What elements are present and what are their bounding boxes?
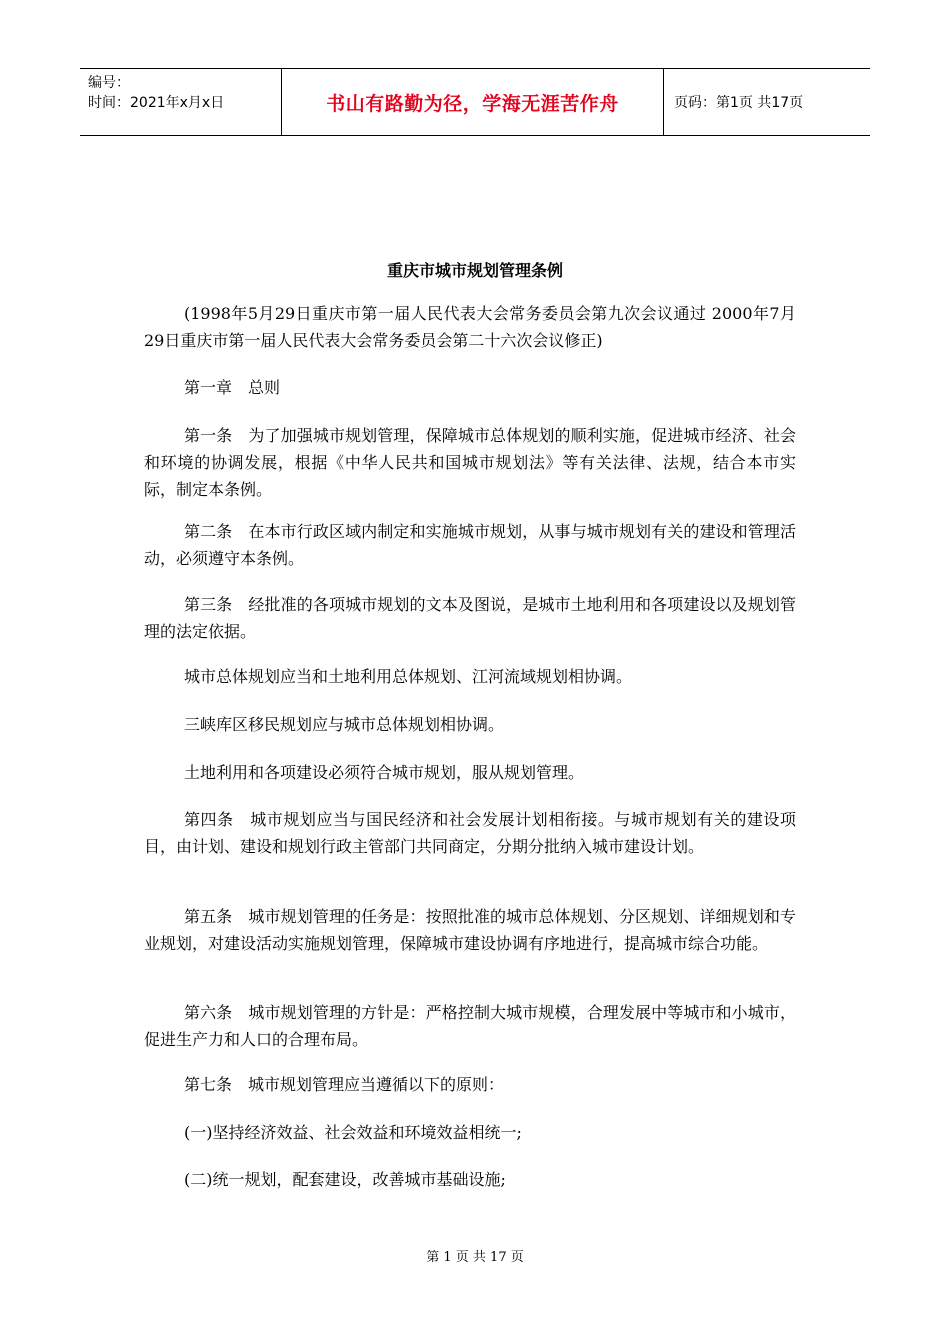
date-label: 时间：2021年x月x日 xyxy=(88,95,225,111)
header-motto: 书山有路勤为径，学海无涯苦作舟 xyxy=(326,92,619,115)
preamble-paragraph: (1998年5月29日重庆市第一届人民代表大会常务委员会第九次会议通过 2000年7月29日重庆市第一届人民代表大会常务委员会第二十六次会议修正) xyxy=(144,304,796,350)
article-paragraph: 第七条 城市规划管理应当遵循以下的原则： xyxy=(184,1075,505,1094)
list-item: (二)统一规划，配套建设，改善城市基础设施; xyxy=(184,1170,506,1189)
header-motto-cell xyxy=(282,69,664,135)
header-meta xyxy=(80,69,282,135)
body-paragraph: 土地利用和各项建设必须符合城市规划，服从规划管理。 xyxy=(184,763,585,782)
page-info-text: 页码：第1页 共17页 xyxy=(674,95,804,111)
article-paragraph: 第五条 城市规划管理的任务是：按照批准的城市总体规划、分区规划、详细规划和专业规划，对建设活动实施规划管理，保障城市建设协调有序地进行，提高城市综合功能。 xyxy=(144,907,796,953)
article-paragraph: 第二条 在本市行政区域内制定和实施城市规划，从事与城市规划有关的建设和管理活动，必须遵守本条例。 xyxy=(144,522,796,568)
article-paragraph: 第四条 城市规划应当与国民经济和社会发展计划相衔接。与城市规划有关的建设项目，由计划、建设和规划行政主管部门共同商定，分期分批纳入城市建设计划。 xyxy=(144,810,796,856)
article-paragraph: 第一条 为了加强城市规划管理，保障城市总体规划的顺利实施，促进城市经济、社会和环境的协调发展，根据《中华人民共和国城市规划法》等有关法律、法规，结合本市实际，制定本条例。 xyxy=(144,426,796,499)
page-header xyxy=(80,68,870,136)
document-title: 重庆市城市规划管理条例 xyxy=(386,261,563,280)
page-footer: 第 1 页 共 17 页 xyxy=(426,1250,524,1265)
list-item: (一)坚持经济效益、社会效益和环境效益相统一; xyxy=(184,1123,522,1142)
body-paragraph: 三峡库区移民规划应与城市总体规划相协调。 xyxy=(184,715,505,734)
chapter-heading: 第一章 总则 xyxy=(184,378,281,397)
serial-label: 编号： xyxy=(88,75,130,91)
article-paragraph: 第六条 城市规划管理的方针是：严格控制大城市规模，合理发展中等城市和小城市，促进生产力和人口的合理布局。 xyxy=(144,1003,796,1049)
header-page-info xyxy=(664,69,870,135)
body-paragraph: 城市总体规划应当和土地利用总体规划、江河流域规划相协调。 xyxy=(184,667,633,686)
article-paragraph: 第三条 经批准的各项城市规划的文本及图说，是城市土地利用和各项建设以及规划管理的法定依据。 xyxy=(144,595,796,641)
